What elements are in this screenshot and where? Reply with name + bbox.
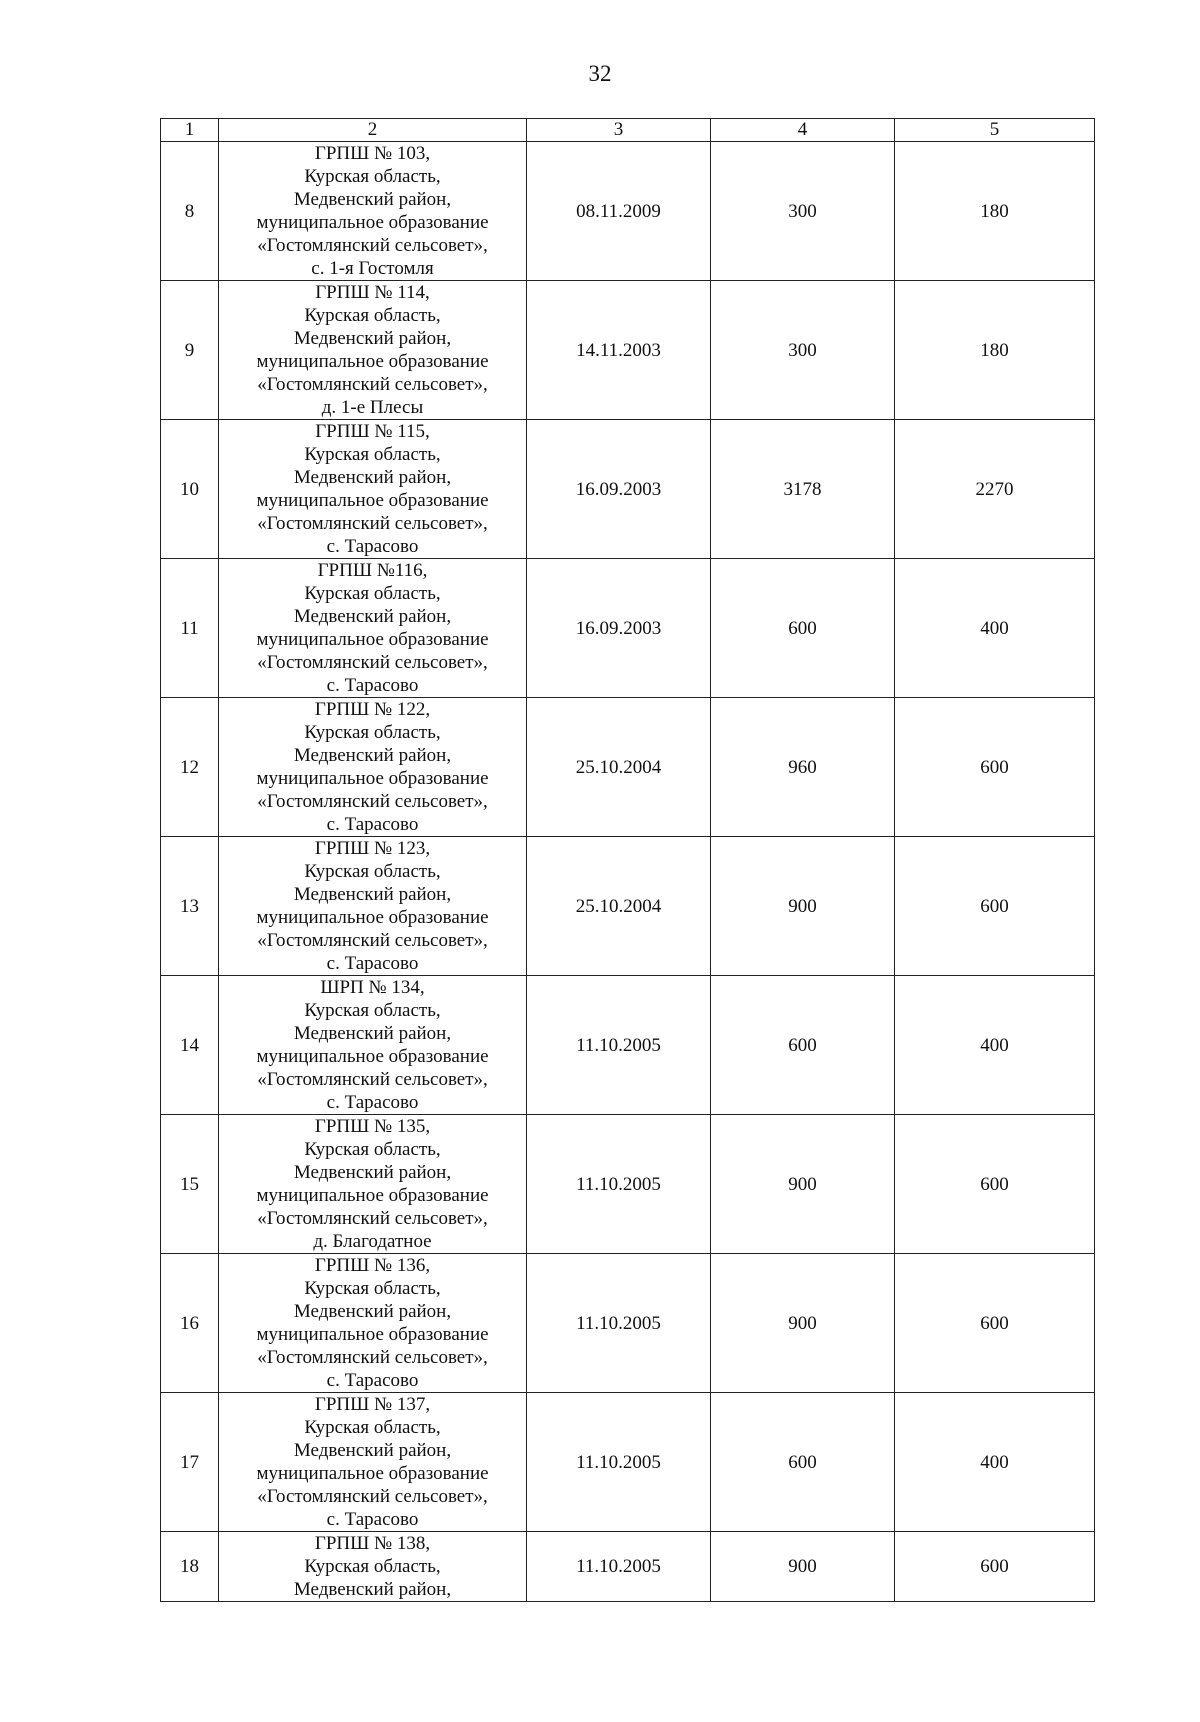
date-cell: 11.10.2005	[527, 976, 711, 1115]
object-description-line: ГРПШ № 136,	[314, 1255, 431, 1276]
object-description-line: Медвенский район,	[293, 189, 452, 210]
object-description-cell	[219, 1254, 527, 1393]
object-description-line: «Гостомлянский сельсовет»,	[257, 652, 488, 673]
row-number-cell: 10	[161, 420, 219, 559]
header-row	[161, 119, 1095, 142]
object-description-line: ГРПШ № 114,	[315, 282, 430, 303]
value-cell-col5: 400	[895, 559, 1095, 698]
object-description-line: Курская область,	[304, 1278, 441, 1299]
object-description-line: с. Тарасово	[326, 675, 419, 696]
date-cell: 08.11.2009	[527, 142, 711, 281]
row-number-cell: 16	[161, 1254, 219, 1393]
object-description-line: муниципальное образование	[256, 768, 489, 789]
column-header: 1	[161, 119, 219, 142]
value-cell-col5: 600	[895, 1532, 1095, 1602]
object-description-line: «Гостомлянский сельсовет»,	[257, 1486, 488, 1507]
object-description-line: Курская область,	[304, 1556, 441, 1577]
table-row	[161, 976, 1095, 1115]
object-description-line: Курская область,	[304, 1139, 441, 1160]
object-description-line: Медвенский район,	[293, 606, 452, 627]
object-description-cell	[219, 1393, 527, 1532]
date-cell: 11.10.2005	[527, 1532, 711, 1602]
object-description-line: Медвенский район,	[293, 745, 452, 766]
object-description-line: муниципальное образование	[256, 1185, 489, 1206]
object-description-line: «Гостомлянский сельсовет»,	[257, 513, 488, 534]
object-description-cell	[219, 142, 527, 281]
value-cell-col5: 600	[895, 837, 1095, 976]
date-cell: 16.09.2003	[527, 420, 711, 559]
value-cell-col5: 600	[895, 698, 1095, 837]
table-body	[161, 142, 1095, 1602]
object-description-line: муниципальное образование	[256, 212, 489, 233]
value-cell-col5: 180	[895, 281, 1095, 420]
column-header: 3	[527, 119, 711, 142]
object-description-line: Медвенский район,	[293, 1162, 452, 1183]
object-description-line: Медвенский район,	[293, 884, 452, 905]
table-row	[161, 698, 1095, 837]
table-row	[161, 1532, 1095, 1602]
object-description-line: с. Тарасово	[326, 1509, 419, 1530]
object-description-cell	[219, 420, 527, 559]
table-row	[161, 837, 1095, 976]
page-number: 32	[588, 61, 612, 86]
column-header: 4	[711, 119, 895, 142]
object-description-line: Курская область,	[304, 444, 441, 465]
object-description-line: «Гостомлянский сельсовет»,	[257, 1069, 488, 1090]
object-description-line: ГРПШ №116,	[317, 560, 428, 581]
object-description-line: Медвенский район,	[293, 1579, 452, 1600]
table-row	[161, 1393, 1095, 1532]
object-description-line: д. 1-е Плесы	[321, 397, 424, 418]
table-row	[161, 142, 1095, 281]
value-cell-col5: 400	[895, 976, 1095, 1115]
date-cell: 11.10.2005	[527, 1254, 711, 1393]
object-description-line: ГРПШ № 115,	[315, 421, 430, 442]
object-description-line: муниципальное образование	[256, 490, 489, 511]
object-description-cell	[219, 1115, 527, 1254]
row-number-cell: 8	[161, 142, 219, 281]
object-description-line: Медвенский район,	[293, 467, 452, 488]
object-description-line: «Гостомлянский сельсовет»,	[257, 1347, 488, 1368]
value-cell-col5: 400	[895, 1393, 1095, 1532]
object-description-cell	[219, 1532, 527, 1602]
object-description-line: Курская область,	[304, 166, 441, 187]
object-description-line: Курская область,	[304, 583, 441, 604]
value-cell-col4: 600	[711, 559, 895, 698]
object-description-line: Медвенский район,	[293, 1440, 452, 1461]
object-description-line: муниципальное образование	[256, 1463, 489, 1484]
object-description-line: ГРПШ № 103,	[314, 143, 431, 164]
object-description-line: Курская область,	[304, 305, 441, 326]
date-cell: 11.10.2005	[527, 1115, 711, 1254]
object-description-cell	[219, 976, 527, 1115]
object-description-line: ШРП № 134,	[320, 977, 425, 998]
object-description-line: с. 1-я Гостомля	[311, 258, 434, 279]
date-cell: 11.10.2005	[527, 1393, 711, 1532]
row-number-cell: 17	[161, 1393, 219, 1532]
table-row	[161, 559, 1095, 698]
table-row	[161, 281, 1095, 420]
object-description-line: Курская область,	[304, 861, 441, 882]
object-description-line: д. Благодатное	[313, 1231, 432, 1252]
object-description-line: Медвенский район,	[293, 1301, 452, 1322]
object-description-line: с. Тарасово	[326, 814, 419, 835]
object-description-line: с. Тарасово	[326, 1092, 419, 1113]
object-description-line: ГРПШ № 137,	[314, 1394, 431, 1415]
date-cell: 25.10.2004	[527, 837, 711, 976]
row-number-cell: 15	[161, 1115, 219, 1254]
object-description-line: с. Тарасово	[326, 1370, 419, 1391]
object-description-line: «Гостомлянский сельсовет»,	[257, 235, 488, 256]
object-description-line: ГРПШ № 123,	[314, 838, 431, 859]
object-description-line: муниципальное образование	[256, 629, 489, 650]
object-description-cell	[219, 698, 527, 837]
value-cell-col4: 600	[711, 976, 895, 1115]
object-description-cell	[219, 559, 527, 698]
row-number-cell: 9	[161, 281, 219, 420]
object-description-line: ГРПШ № 138,	[314, 1533, 431, 1554]
row-number-cell: 11	[161, 559, 219, 698]
object-description-line: Медвенский район,	[293, 328, 452, 349]
value-cell-col5: 180	[895, 142, 1095, 281]
object-description-line: муниципальное образование	[256, 907, 489, 928]
object-description-line: ГРПШ № 135,	[314, 1116, 431, 1137]
value-cell-col4: 900	[711, 1115, 895, 1254]
object-description-line: с. Тарасово	[326, 536, 419, 557]
value-cell-col4: 300	[711, 142, 895, 281]
row-number-cell: 12	[161, 698, 219, 837]
value-cell-col4: 900	[711, 1254, 895, 1393]
value-cell-col4: 900	[711, 1532, 895, 1602]
data-table	[160, 118, 1095, 1602]
object-description-line: муниципальное образование	[256, 1324, 489, 1345]
object-description-line: «Гостомлянский сельсовет»,	[257, 374, 488, 395]
object-description-line: с. Тарасово	[326, 953, 419, 974]
object-description-cell	[219, 837, 527, 976]
column-header: 5	[895, 119, 1095, 142]
date-cell: 25.10.2004	[527, 698, 711, 837]
value-cell-col5: 600	[895, 1115, 1095, 1254]
object-description-line: Курская область,	[304, 1000, 441, 1021]
object-description-line: Курская область,	[304, 1417, 441, 1438]
object-description-line: ГРПШ № 122,	[314, 699, 431, 720]
value-cell-col4: 960	[711, 698, 895, 837]
object-description-line: «Гостомлянский сельсовет»,	[257, 791, 488, 812]
date-cell: 14.11.2003	[527, 281, 711, 420]
object-description-line: муниципальное образование	[256, 351, 489, 372]
object-description-cell	[219, 281, 527, 420]
table-row	[161, 1115, 1095, 1254]
value-cell-col4: 3178	[711, 420, 895, 559]
value-cell-col5: 2270	[895, 420, 1095, 559]
row-number-cell: 13	[161, 837, 219, 976]
object-description-line: Медвенский район,	[293, 1023, 452, 1044]
table-row	[161, 420, 1095, 559]
value-cell-col5: 600	[895, 1254, 1095, 1393]
column-header: 2	[219, 119, 527, 142]
object-description-line: Курская область,	[304, 722, 441, 743]
table-row	[161, 1254, 1095, 1393]
value-cell-col4: 600	[711, 1393, 895, 1532]
value-cell-col4: 900	[711, 837, 895, 976]
row-number-cell: 14	[161, 976, 219, 1115]
object-description-line: «Гостомлянский сельсовет»,	[257, 1208, 488, 1229]
value-cell-col4: 300	[711, 281, 895, 420]
date-cell: 16.09.2003	[527, 559, 711, 698]
row-number-cell: 18	[161, 1532, 219, 1602]
object-description-line: муниципальное образование	[256, 1046, 489, 1067]
object-description-line: «Гостомлянский сельсовет»,	[257, 930, 488, 951]
